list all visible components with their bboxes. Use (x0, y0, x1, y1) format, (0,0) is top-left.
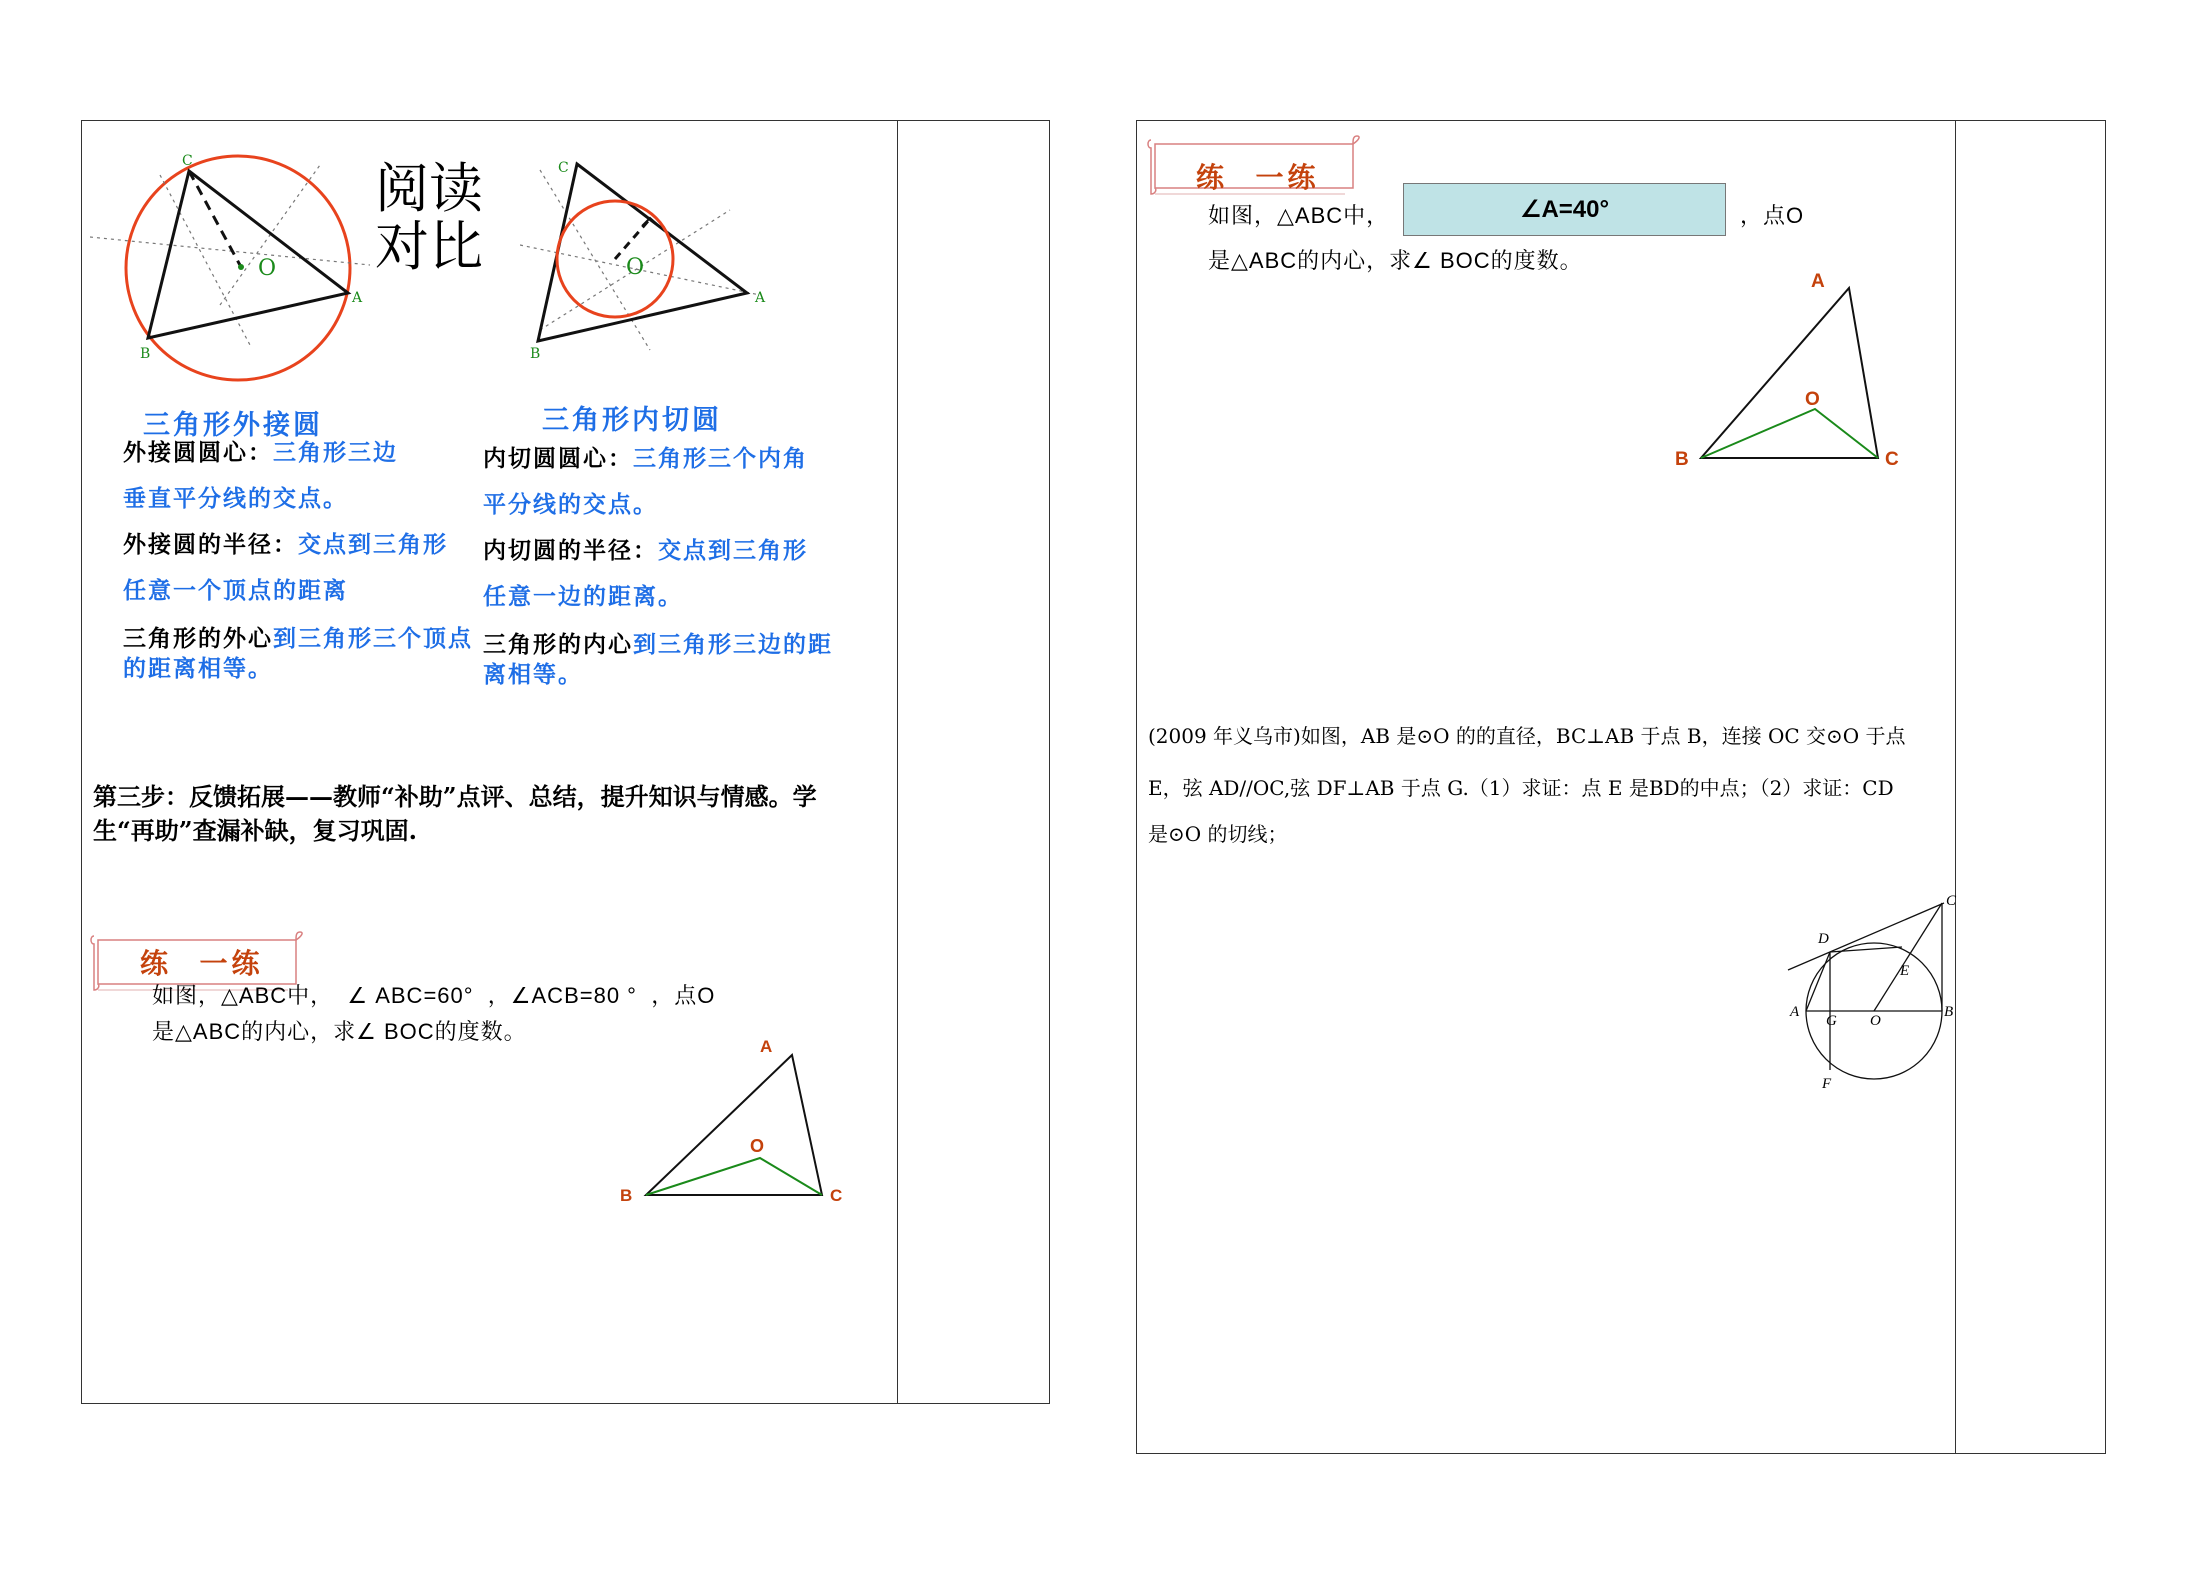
svg-text:C: C (1946, 893, 1957, 909)
svg-text:A: A (1790, 1004, 1800, 1020)
step3-paragraph (93, 780, 893, 848)
left-triangle-figure (610, 1030, 860, 1210)
circle-problem (1148, 710, 1958, 854)
svg-text:E: E (1900, 963, 1910, 979)
svg-text:C: C (558, 160, 569, 176)
left-page-divider (897, 120, 898, 1404)
svg-text:A: A (1811, 271, 1825, 292)
incircle-radius-label: 内切圆的半径： (483, 537, 658, 564)
right-question-line-2: 是△ABC的内心，求∠ BOC的度数。 (1208, 248, 1583, 273)
incircle-center-label: 内切圆圆心： (483, 445, 633, 472)
circumcircle-radius-def-2: 任意一个顶点的距离 (123, 577, 348, 604)
step3-line-2: 生“再助”查漏补缺，复习巩固. (93, 816, 417, 845)
right-triangle-figure (1665, 265, 1915, 475)
circumcircle-desc (123, 438, 483, 684)
incircle-property-2: 离相等。 (483, 661, 583, 688)
svg-text:G: G (1826, 1013, 1837, 1029)
right-question-suffix: ，点O (1740, 203, 1805, 228)
circumcircle-radius-label: 外接圆的半径： (123, 531, 298, 558)
incircle-radius-def-2: 任意一边的距离。 (483, 583, 683, 610)
circumcircle-property-1: 到三角形三个顶点 (273, 625, 473, 652)
circle-tangent-figure (1778, 885, 1968, 1095)
svg-text:O: O (750, 1136, 765, 1156)
svg-text:B: B (1944, 1004, 1954, 1020)
incircle-property-1: 到三角形三边的距 (633, 631, 833, 658)
left-question-line-1: 如图，△ABC中， ∠ ABC=60° ，∠ACB=80 ° ，点O (152, 983, 716, 1008)
circle-problem-line-1: (2009 年义乌市)如图，AB 是⊙O 的的直径，BC⊥AB 于点 B，连接 OC 交⊙O 于点 (1148, 724, 1906, 748)
svg-text:B: B (1675, 449, 1689, 470)
circumcircle-figure (90, 145, 370, 395)
svg-text:B: B (140, 346, 151, 362)
circumcircle-center-def-1: 三角形三边 (273, 439, 398, 466)
svg-text:F: F (1822, 1076, 1832, 1092)
angle-box-text: ∠A=40° (1519, 196, 1610, 223)
incircle-center-def-2: 平分线的交点。 (483, 491, 658, 518)
svg-text:C: C (830, 1186, 843, 1205)
svg-text:C: C (1885, 449, 1899, 470)
svg-text:O: O (258, 256, 277, 281)
circumcircle-center-label: 外接圆圆心： (123, 439, 273, 466)
svg-text:A: A (760, 1037, 773, 1056)
reading-compare-title: 阅读 对比 (375, 157, 483, 278)
angle-box (1403, 183, 1726, 236)
step3-line-1: 第三步：反馈拓展——教师“补助”点评、总结，提升知识与情感。学 (93, 782, 817, 811)
circumcircle-radius-def-1: 交点到三角形 (298, 531, 448, 558)
circumcircle-property-lead: 三角形的外心 (123, 625, 273, 652)
left-question-line-2: 是△ABC的内心，求∠ BOC的度数。 (152, 1019, 527, 1044)
incircle-desc (483, 444, 863, 690)
incircle-title: 三角形内切圆 (542, 405, 722, 436)
svg-text:O: O (626, 255, 645, 280)
circle-problem-line-2: E，弦 AD//OC,弦 DF⊥AB 于点 G.（1）求证：点 E 是BD的中点；（2）求证：CD (1148, 776, 1894, 800)
practice-label-left: 练 一练 (140, 947, 264, 980)
incircle-radius-def-1: 交点到三角形 (658, 537, 808, 564)
svg-text:C: C (182, 153, 193, 169)
svg-text:A: A (755, 290, 766, 306)
incircle-figure (520, 150, 780, 360)
incircle-property-lead: 三角形的内心 (483, 631, 633, 658)
practice-label-right: 练 一练 (1196, 161, 1320, 194)
svg-text:O: O (1805, 389, 1820, 410)
incircle-center-def-1: 三角形三个内角 (633, 445, 808, 472)
svg-text:O: O (1870, 1013, 1881, 1029)
circumcircle-property-2: 的距离相等。 (123, 655, 273, 682)
circumcircle-center-def-2: 垂直平分线的交点。 (123, 485, 348, 512)
svg-text:B: B (530, 346, 541, 360)
svg-text:D: D (1818, 931, 1829, 947)
svg-text:A: A (352, 290, 363, 306)
circumcircle-title: 三角形外接圆 (143, 410, 323, 441)
circle-problem-line-3: 是⊙O 的切线； (1148, 822, 1288, 846)
svg-text:B: B (620, 1186, 633, 1205)
right-question-prefix: 如图，△ABC中， (1208, 203, 1390, 228)
